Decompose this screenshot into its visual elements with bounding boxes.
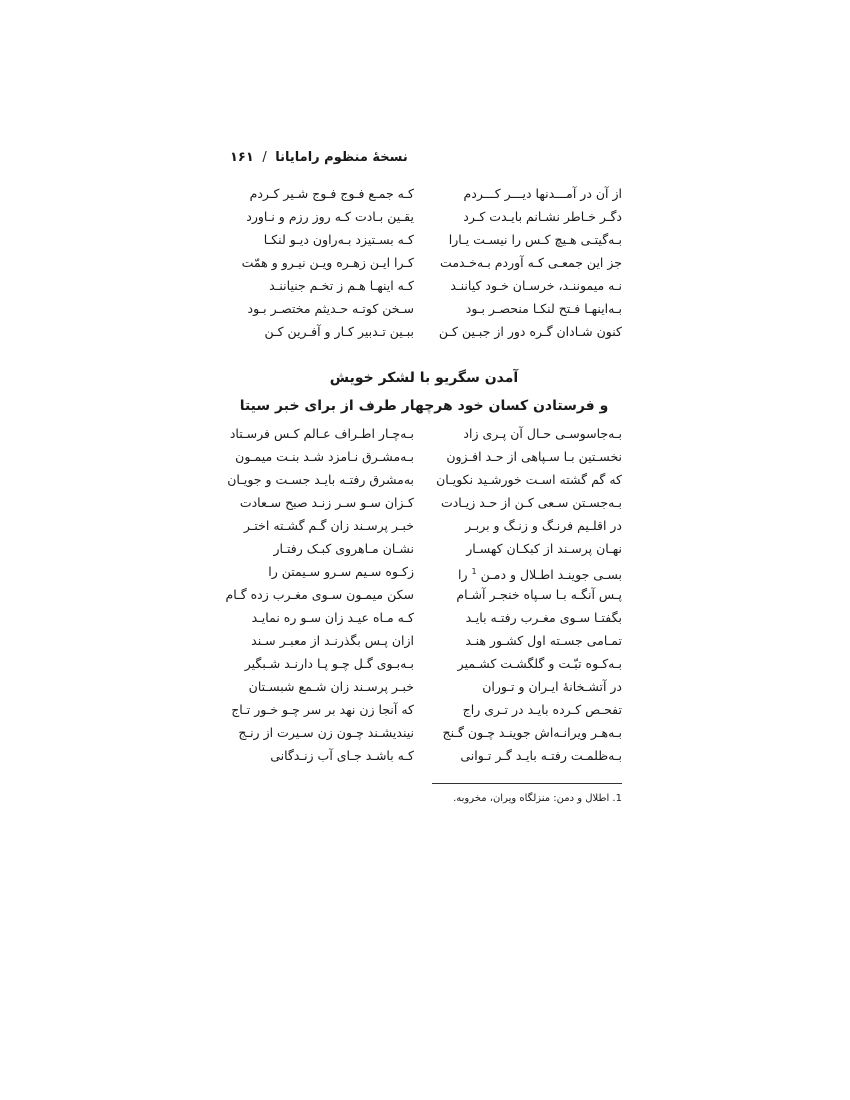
verse-hemistich-left: کـه جمـع فـوج فـوج شـیر کـردم	[249, 186, 414, 201]
stanza-1	[226, 182, 622, 343]
verse-text-tail: را	[458, 567, 468, 583]
footnote: 1. اطلال و دمن: منزلگاه ویران، مخروبه.	[453, 793, 622, 804]
verse-hemistich-right: که گم گشته اسـت خورشـید نکویـان	[436, 472, 622, 487]
verse-line	[226, 468, 622, 491]
verse-line	[226, 675, 622, 698]
verse-hemistich-left: کـزان سـو سـر زنـد صبح سـعادت	[239, 495, 414, 510]
verse-hemistich-left: بـه‌بـوی گـل چـو پـا دارنـد شـبگیر	[244, 656, 414, 671]
verse-hemistich-right: بـه‌گیتـی هـیچ کـس را نیسـت یـارا	[448, 232, 622, 247]
verse-hemistich-right: بـه‌اینهـا فـتح لنکـا منحصـر بـود	[465, 301, 622, 316]
header-separator: /	[262, 150, 267, 165]
running-header	[230, 150, 620, 165]
verse-hemistich-right: پـس آنگـه بـا سـپاه خنجـر آشـام	[456, 587, 622, 602]
footnote-rule	[432, 783, 622, 784]
section-title: آمدن سگریو با لشکر خویش	[329, 370, 519, 386]
verse-hemistich-left: که آنجا زن نهد بر سر چـو خـور تـاج	[231, 702, 414, 717]
verse-hemistich-left: کـه بسـتیزد بـه‌راون دیـو لنکـا	[263, 232, 414, 247]
verse-hemistich-left: بـه‌چـار اطـراف عـالم کـس فرسـتاد	[229, 426, 414, 441]
verse-line	[226, 698, 622, 721]
verse-line	[226, 606, 622, 629]
verse-hemistich-right: تمـامی جسـته اول کشـور هنـد	[465, 633, 622, 648]
verse-hemistich-right: بـه‌ظلمـت رفتـه بایـد گـر تـوانی	[460, 748, 622, 763]
verse-hemistich-right: نـه میموننـد، خرسـان خـود کیاننـد	[450, 278, 622, 293]
verse-line	[226, 205, 622, 228]
verse-line	[226, 629, 622, 652]
header-title: نسخهٔ منظوم رامایانا	[275, 150, 408, 165]
verse-hemistich-left: سکن میمـون سـوی مغـرب زده گـام	[225, 587, 414, 602]
verse-hemistich-left: ببـین تـدبیر کـار و آفـرین کـن	[264, 324, 414, 339]
verse-hemistich-left: خبـر پرسـند زان گـم گشـته اختـر	[243, 518, 414, 533]
verse-text: بسـی جوینـد اطـلال و دمـن	[480, 567, 622, 583]
verse-line	[226, 721, 622, 744]
verse-line	[226, 297, 622, 320]
verse-hemistich-right: نهـان پرسـند از کبکـان کهسـار	[466, 541, 622, 556]
verse-line	[226, 274, 622, 297]
verse-hemistich-left: یقـین بـادت کـه روز رزم و نـاورد	[246, 209, 414, 224]
verse-hemistich-left: نیندیشـند چـون زن سـیرت از رنـج	[238, 725, 414, 740]
verse-hemistich-right: در اقلـیم فرنـگ و زنـگ و بربـر	[465, 518, 622, 533]
verse-hemistich-left: نشـان مـاهروی کبـک رفتـار	[273, 541, 414, 556]
verse-hemistich-left: خبـر پرسـند زان شـمع شبسـتان	[248, 679, 414, 694]
verse-line	[226, 744, 622, 767]
verse-hemistich-right: بـه‌جاسوسـی حـال آن پـری زاد	[463, 426, 622, 441]
verse-hemistich-right: در آتشـخانهٔ ایـران و تـوران	[482, 679, 622, 694]
verse-line	[226, 652, 622, 675]
verse-line	[226, 583, 622, 606]
page-number: ۱۶۱	[230, 150, 254, 165]
verse-line	[226, 537, 622, 560]
verse-line	[226, 491, 622, 514]
verse-hemistich-right: بگفتـا سـوی مغـرب رفتـه بایـد	[465, 610, 622, 625]
verse-hemistich-left: بـه‌مشـرق نـامزد شـد بنـت میمـون	[235, 449, 414, 464]
verse-hemistich-right: بـه‌جسـتن سـعی کـن از حـد زیـادت	[440, 495, 622, 510]
verse-line	[226, 251, 622, 274]
verse-line	[226, 560, 622, 583]
verse-line	[226, 182, 622, 205]
verse-hemistich-left: کـه اینهـا هـم ز تخـم جنیاننـد	[269, 278, 414, 293]
verse-hemistich-right: جز این جمعـی کـه آوردم بـه‌خـدمت	[440, 255, 622, 270]
verse-hemistich-right: بـه‌کـوه تبّـت و گلگشـت کشـمیر	[457, 656, 622, 671]
verse-hemistich-left: به‌مشرق رفتـه بایـد جسـت و جویـان	[227, 472, 414, 487]
verse-hemistich-left: زکـوه سـیم سـرو سـیمتن را	[268, 564, 414, 579]
footnote-marker: 1	[471, 567, 477, 576]
verse-line	[226, 320, 622, 343]
stanza-2	[226, 422, 622, 767]
verse-hemistich-right: از آن در آمـــدنها دیـــر کـــردم	[463, 186, 622, 201]
verse-line	[226, 514, 622, 537]
verse-hemistich-left: سـخن کوتـه حـدیثم مختصـر بـود	[247, 301, 414, 316]
verse-hemistich-left: کـرا ایـن زهـره ویـن نیـرو و همّت	[241, 255, 414, 270]
verse-line	[226, 422, 622, 445]
verse-hemistich-left: ازان پـس بگذرنـد از معبـر سـند	[251, 633, 414, 648]
verse-line	[226, 445, 622, 468]
verse-hemistich-right: کنون شـادان گـره دور از جبـین کـن	[438, 324, 622, 339]
verse-hemistich-right: دگـر خـاطر نشـانم بایـدت کـرد	[463, 209, 622, 224]
verse-hemistich-right: نخسـتین بـا سـپاهی از حـد افـزون	[446, 449, 622, 464]
verse-hemistich-left: کـه مـاه عیـد زان سـو ره نمایـد	[251, 610, 414, 625]
verse-line	[226, 228, 622, 251]
section-subtitle: و فرستادن کسان خود هرچهار طرف از برای خبر سیتا	[239, 398, 609, 414]
verse-hemistich-left: کـه باشـد جـای آب زنـدگانی	[270, 748, 414, 763]
verse-hemistich-right: بـه‌هـر ویرانـه‌اش جوینـد چـون گـنج	[442, 725, 622, 740]
verse-hemistich-right: تفحـص کـرده بایـد در تـری راج	[462, 702, 622, 717]
